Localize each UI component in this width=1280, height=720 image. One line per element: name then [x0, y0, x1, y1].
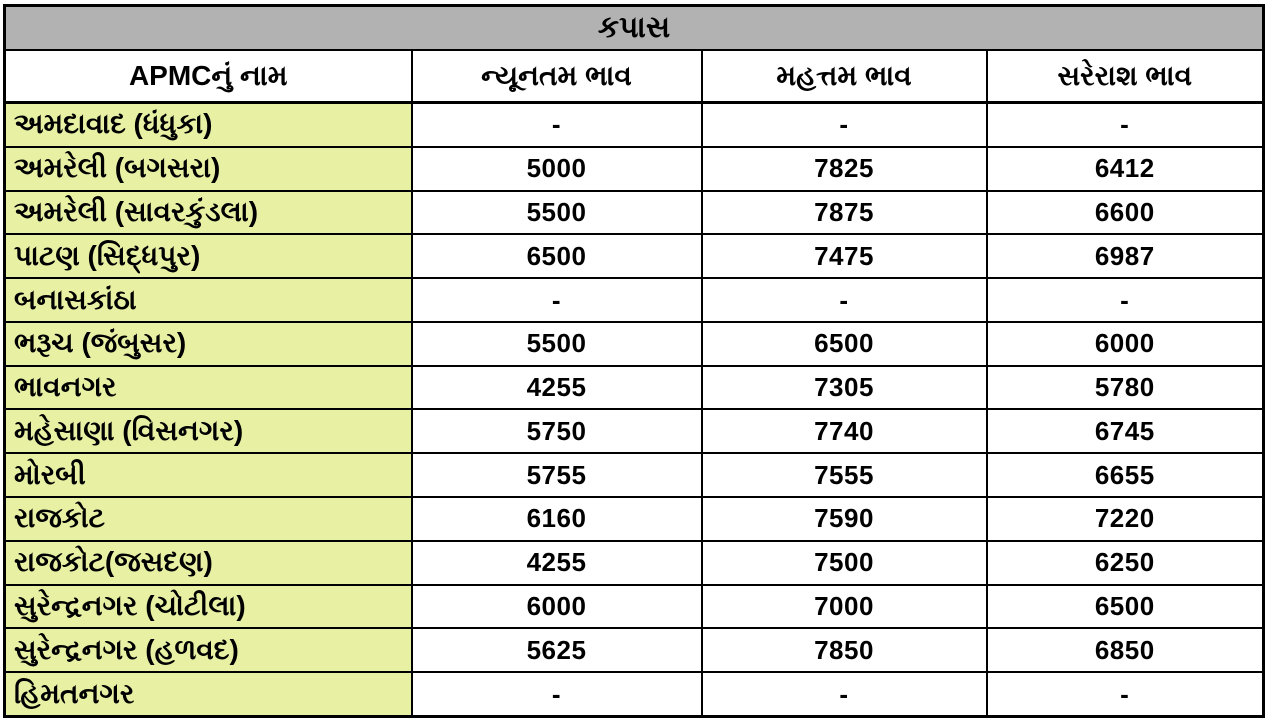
apmc-name-cell: પાટણ (સિદ્ધપુર) — [5, 234, 412, 278]
column-header-apmc-name: APMCનું નામ — [5, 50, 412, 103]
max-price-cell: 7740 — [702, 409, 987, 453]
column-header-max-price: મહત્તમ ભાવ — [702, 50, 987, 103]
min-price-cell: - — [412, 672, 702, 716]
min-price-cell: 5755 — [412, 453, 702, 497]
max-price-cell: - — [702, 278, 987, 322]
avg-price-cell: 6987 — [987, 234, 1264, 278]
avg-price-cell: 6500 — [987, 585, 1264, 629]
max-price-cell: 7825 — [702, 147, 987, 191]
table-row — [5, 628, 1264, 672]
table-row — [5, 278, 1264, 322]
title-row — [5, 6, 1264, 51]
min-price-cell: 5500 — [412, 191, 702, 235]
avg-price-cell: - — [987, 278, 1264, 322]
avg-price-cell: 6000 — [987, 322, 1264, 366]
apmc-name-cell: બનાસકાંઠા — [5, 278, 412, 322]
apmc-name-cell: રાજકોટ(જસદણ) — [5, 541, 412, 585]
table-body — [5, 103, 1264, 717]
apmc-name-cell: મહેસાણા (વિસનગર) — [5, 409, 412, 453]
apmc-name-cell: સુરેન્દ્રનગર (હળવદ) — [5, 628, 412, 672]
min-price-cell: - — [412, 278, 702, 322]
max-price-cell: 7305 — [702, 366, 987, 410]
table-row — [5, 366, 1264, 410]
price-table — [3, 4, 1265, 718]
column-header-min-price: ન્યૂનતમ ભાવ — [412, 50, 702, 103]
table-row — [5, 453, 1264, 497]
apmc-name-cell: ભાવનગર — [5, 366, 412, 410]
table-row — [5, 103, 1264, 147]
table-row — [5, 585, 1264, 629]
max-price-cell: 7875 — [702, 191, 987, 235]
min-price-cell: 6500 — [412, 234, 702, 278]
max-price-cell: 7850 — [702, 628, 987, 672]
max-price-cell: 7000 — [702, 585, 987, 629]
apmc-name-cell: ભરૂચ (જંબુસર) — [5, 322, 412, 366]
min-price-cell: 6160 — [412, 497, 702, 541]
avg-price-cell: - — [987, 672, 1264, 716]
avg-price-cell: - — [987, 103, 1264, 147]
table-row — [5, 322, 1264, 366]
min-price-cell: 4255 — [412, 366, 702, 410]
max-price-cell: - — [702, 672, 987, 716]
max-price-cell: 7475 — [702, 234, 987, 278]
avg-price-cell: 5780 — [987, 366, 1264, 410]
table-row — [5, 191, 1264, 235]
min-price-cell: 5000 — [412, 147, 702, 191]
table-row — [5, 497, 1264, 541]
table-row — [5, 541, 1264, 585]
avg-price-cell: 6600 — [987, 191, 1264, 235]
table-title: કપાસ — [5, 6, 1264, 51]
min-price-cell: 6000 — [412, 585, 702, 629]
apmc-name-cell: અમરેલી (બગસરા) — [5, 147, 412, 191]
avg-price-cell: 7220 — [987, 497, 1264, 541]
max-price-cell: 6500 — [702, 322, 987, 366]
table-row — [5, 234, 1264, 278]
max-price-cell: 7555 — [702, 453, 987, 497]
avg-price-cell: 6250 — [987, 541, 1264, 585]
min-price-cell: 5625 — [412, 628, 702, 672]
min-price-cell: 5500 — [412, 322, 702, 366]
apmc-name-cell: અમદાવાદ (ધંધુકા) — [5, 103, 412, 147]
apmc-name-cell: હિમતનગર — [5, 672, 412, 716]
column-header-avg-price: સરેરાશ ભાવ — [987, 50, 1264, 103]
max-price-cell: - — [702, 103, 987, 147]
table-row — [5, 672, 1264, 716]
min-price-cell: - — [412, 103, 702, 147]
apmc-name-cell: રાજકોટ — [5, 497, 412, 541]
header-row — [5, 50, 1264, 103]
avg-price-cell: 6745 — [987, 409, 1264, 453]
avg-price-cell: 6412 — [987, 147, 1264, 191]
min-price-cell: 5750 — [412, 409, 702, 453]
max-price-cell: 7590 — [702, 497, 987, 541]
table-row — [5, 409, 1264, 453]
max-price-cell: 7500 — [702, 541, 987, 585]
table-row — [5, 147, 1264, 191]
avg-price-cell: 6850 — [987, 628, 1264, 672]
min-price-cell: 4255 — [412, 541, 702, 585]
apmc-name-cell: મોરબી — [5, 453, 412, 497]
apmc-name-cell: સુરેન્દ્રનગર (ચોટીલા) — [5, 585, 412, 629]
avg-price-cell: 6655 — [987, 453, 1264, 497]
apmc-name-cell: અમરેલી (સાવરકુંડલા) — [5, 191, 412, 235]
